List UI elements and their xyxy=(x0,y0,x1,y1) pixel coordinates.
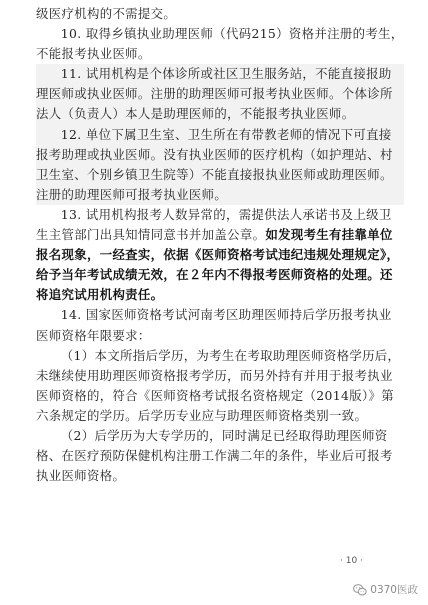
paragraph-13-text: 13. 试用机构报考人数异常的，需提供法人承诺书及上级卫生主管部门出具知情同意书并加盖公章。 xyxy=(36,206,392,243)
paragraph-11: 11. 试用机构是个体诊所或社区卫生服务站，不能直接报助理医师或执业医师。注册的助理医师可报考执业医师。个体诊所法人（负责人）本人是助理医师的，不能报考执业医师。 xyxy=(36,64,404,124)
page-number: · 10 · xyxy=(340,556,363,566)
paragraph-14: 14. 国家医师资格考试河南考区助理医师持后学历报考执业医师资格年限要求： xyxy=(36,307,392,343)
paragraph-10: 10. 取得乡镇执业助理医师（代码215）资格并注册的考生，不能报考执业医师。 xyxy=(36,26,404,62)
document-body xyxy=(36,4,404,486)
paragraph-14-item-2: （2）后学历为大专学历的，同时满足已经取得助理医师资格、在医疗预防保健机构注册工作满二年的条件，毕业后可报考执业医师资格。 xyxy=(36,427,393,484)
paragraph-13-bold-text: 如发现考生有挂靠单位报名现象，一经查实，依据《医师资格考试违纪违规处理规定》，给予当年考试成绩无效，在２年内不得报考医师资格的处理。还将追究试用机构责任。 xyxy=(36,227,400,303)
wechat-icon xyxy=(353,584,367,596)
watermark-text: 0370医政 xyxy=(370,584,418,596)
paragraph-12: 12. 单位下属卫生室、卫生所在有带教老师的情况下可直接报考助理或执业医师。没有执业医师的医疗机构（如护理站、村卫生室、个别乡镇卫生院等）不能直接报执业医师或助理医师。注册的助理医师可报考执业医师。 xyxy=(36,125,404,205)
paragraph-13 xyxy=(36,205,404,305)
watermark xyxy=(353,582,418,597)
paragraph-14-item-1: （1）本文所指后学历，为考生在考取助理医师资格学历后，未继续使用助理医师资格报考学历，而另外持有并用于报考执业医师资格的，符合《医师资格考试报名资格规定（2014版）》第六条规定的学历。后学历专业应与助理医师资格类别一致。 xyxy=(36,347,401,423)
paragraph-continuation: 级医疗机构的不需提交。 xyxy=(36,6,177,21)
